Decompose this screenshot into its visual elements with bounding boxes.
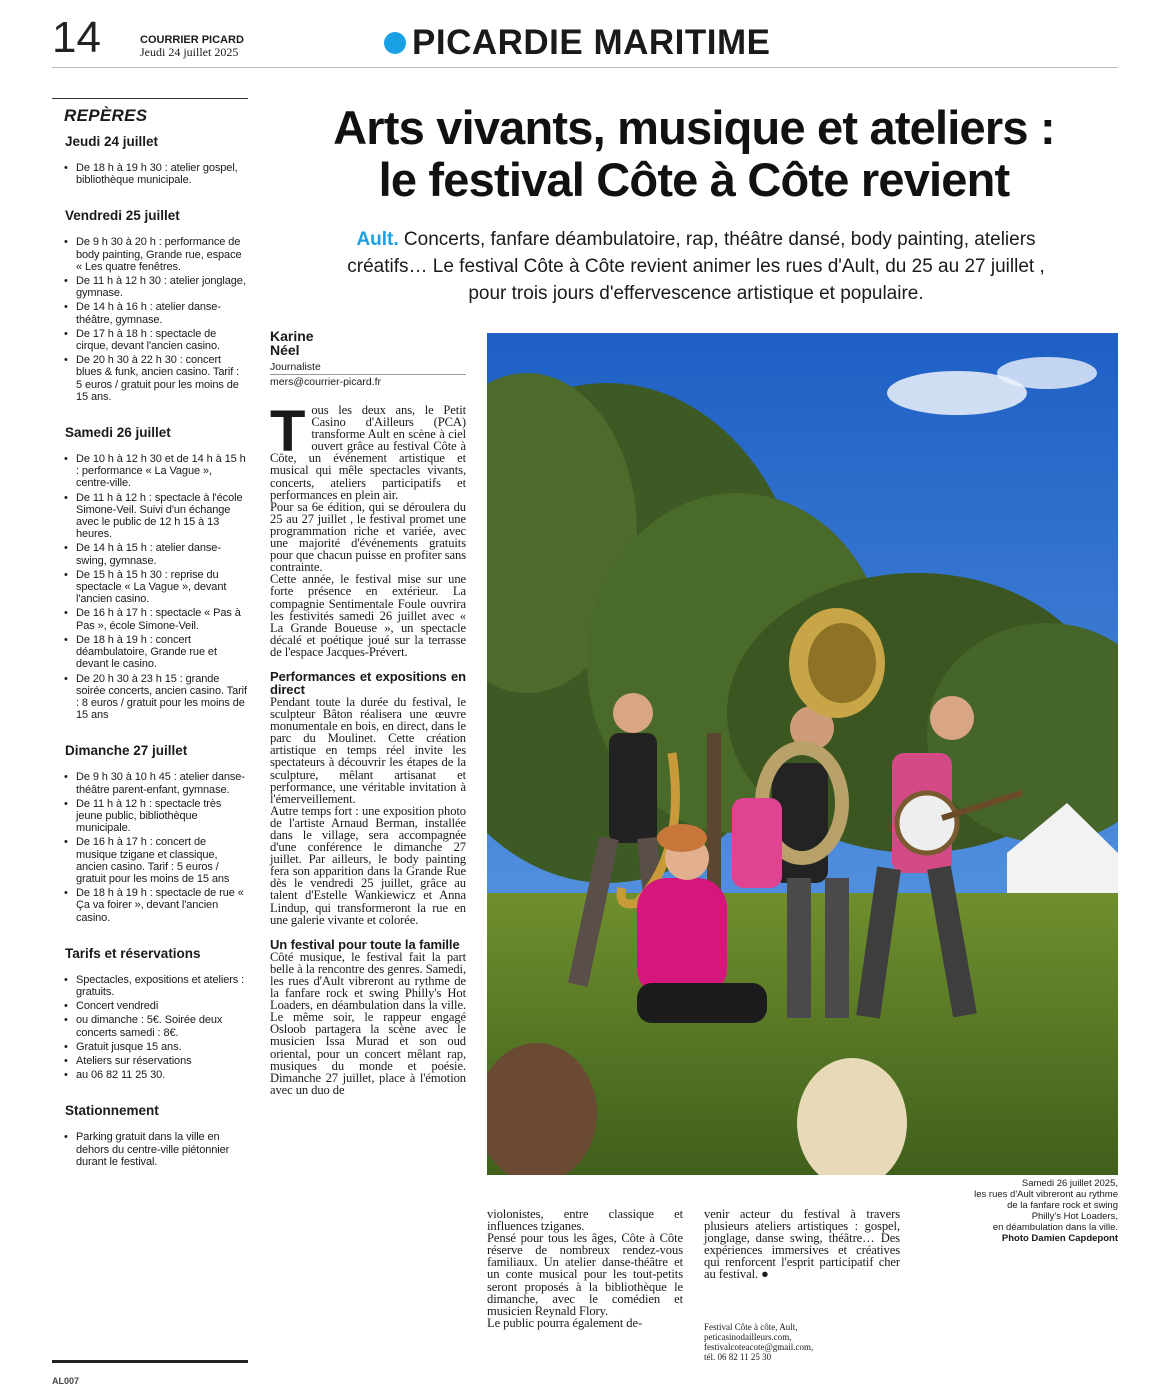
sidebar-heading: Samedi 26 juillet [65,425,171,441]
photo-illustration [487,333,1118,1175]
author-role: Journaliste [270,361,321,373]
sidebar-list [52,236,248,403]
paragraph-1-text: ous les deux ans, le Petit Casino d'Ailleurs (PCA) transforme Ault en scène à ciel ouvert grâce au festival Côte à Côte, un événement artistique et musical qui mêle spectacles vivants, concerts, ateliers participatifs et performances en plein air. [270,403,466,502]
lead-place: Ault. [356,229,399,250]
section-title [384,22,771,64]
sidebar-heading: Jeudi 24 juillet [65,134,159,149]
sidebar-list-item: • De 10 h à 12 h 30 et de 14 h à 15 h : performance « La Vague », centre-ville. [76,453,248,490]
sidebar-list-item: • Gratuit jusque 15 ans. [76,1041,248,1053]
caption-line: Philly's Hot Loaders, [1031,1211,1118,1222]
sidebar-list-item: • De 11 h à 12 h : spectacle à l'école Simone-Veil. Suivi d'un échange avec le public de 12 h 15 à 13 heures. [76,492,248,541]
sidebar-list-item: • Parking gratuit dans la ville en dehors du centre-ville piétonnier durant le festival. [76,1131,248,1168]
sidebar-reperes [52,104,248,1190]
sidebar-list-item: • De 14 h à 16 h : atelier danse-théâtre, gymnase. [76,301,248,325]
header-rule [52,67,1118,68]
page-number: 14 [52,13,101,62]
paragraph-2: Pour sa 6e édition, qui se déroulera du 25 au 27 juillet , le festival promet une programmation riche et variée, avec une majorité d'événements gratuits pour que chacun puisse en profiter sans contrainte. [270,499,466,575]
paragraph-1 [270,399,466,502]
paragraph-5: Autre temps fort : une exposition photo de l'artiste Arnaud Berman, installée dans le village, sera accompagnée d'une conférence le dimanche 27 juillet. Par ailleurs, le body painting fera son apparition dans la Grande Rue dès le vendredi 25 juillet, grâce au talent d'Estelle Wankiewicz et Anna Lindup, qui transformeront la rue en une galerie vivante et colorée. [270,803,466,927]
sidebar-list-item: • ou dimanche : 5€. Soirée deux concerts samedi : 8€. [76,1014,248,1038]
sidebar-list-item: • De 18 h à 19 h 30 : atelier gospel, bibliothèque municipale. [76,162,248,186]
section-dot-icon [384,32,406,54]
sidebar-list-item: • De 18 h à 19 h : spectacle de rue « Ça va foirer », devant l'ancien casino. [76,887,248,924]
sidebar-list-item: • De 17 h à 18 h : spectacle de cirque, devant l'ancien casino. [76,328,248,352]
sidebar-heading: Stationnement [65,1103,159,1119]
article-photo [487,333,1118,1175]
sidebar-list-item: • De 20 h 30 à 23 h 15 : grande soirée concerts, ancien casino. Tarif : 8 euros / gratuit pour les moins de 15 ans [76,673,248,722]
sidebar-list-item: • Concert vendredi [76,1000,248,1012]
photo-caption [900,1178,1118,1244]
paragraph-6: Côté musique, le festival fait la part belle à la rencontre des genres. Samedi, les rues d'Ault vibreront au rythme de la fanfare rock et swing Philly's Hot Loaders, en déambulation dans la ville. Le même soir, le rappeur engagé Osloob partagera la scène avec le musicien Issa Murad et son oud oriental, pour un concert mêlant rap, musiques du monde et poésie. Dimanche 27 juillet, place à l'émotion avec un duo de [270,949,466,1097]
dropcap: T [270,399,306,464]
sidebar-list-item: • De 16 h à 17 h : spectacle « Pas à Pas », école Simone-Veil. [76,607,248,631]
sidebar-list-item: • De 11 h à 12 h : spectacle très jeune public, bibliothèque municipale. [76,798,248,835]
caption-line: les rues d'Ault vibreront au rythme [974,1189,1118,1200]
paragraph-10: venir acteur du festival à travers plusieurs ateliers artistiques : gospel, jonglage, danse swing, théâtre… Des expériences immersives et créatives qui renforcent l'esprit participatif cher au festival. ● [704,1207,900,1282]
sidebar-block [52,134,248,186]
info-line: tél. 06 82 11 25 30 [704,1352,772,1362]
sidebar-list-item: • De 15 h à 15 h 30 : reprise du spectacle « La Vague », devant l'ancien casino. [76,569,248,606]
paragraph-9: Le public pourra également de- [487,1315,643,1330]
sidebar-list-item: • De 18 h à 19 h : concert déambulatoire, Grande rue et devant le casino. [76,634,248,671]
info-line: peticasinodailleurs.com, [704,1332,792,1342]
sidebar-list [52,771,248,923]
section-label: PICARDIE MARITIME [412,23,771,62]
sidebar-list-item: • De 14 h à 15 h : atelier danse-swing, gymnase. [76,542,248,566]
sidebar-list-item: • Spectacles, expositions et ateliers : gratuits. [76,974,248,998]
sidebar-list [52,162,248,186]
sidebar-list-item: • Ateliers sur réservations [76,1055,248,1067]
paragraph-4: Pendant toute la durée du festival, le sculpteur Bâton réalisera une œuvre monumentale en bois, en direct, dans le parc du Moulinet. Cette création artistique en temps réel invite les spectateurs à découvrir les étapes de la sculpture, mêlant artisanat et performance, une véritable invitation à l'émerveillement. [270,694,466,806]
caption-line: en déambulation dans la ville. [992,1222,1118,1233]
article-column-4 [704,1208,900,1281]
photo-credit: Photo Damien Capdepont [1001,1233,1118,1244]
sidebar-list [52,974,248,1082]
subheading-famille: Un festival pour toute la famille [270,936,460,952]
author-email: mers@courrier-picard.fr [270,376,382,388]
info-box [704,1322,900,1362]
article-title [270,102,1118,206]
sidebar-top-rule [52,98,248,99]
sidebar-list [52,1131,248,1168]
caption-line: de la fanfare rock et swing [1007,1200,1118,1211]
title-line-1: Arts vivants, musique et ateliers : [333,101,1055,154]
sidebar-block [52,208,248,403]
author-name: Karine Néel [270,328,314,358]
article-column-1 [270,399,466,1097]
sidebar-block [52,425,248,721]
article-lead [340,226,1052,307]
issue-date: Jeudi 24 juillet 2025 [140,45,239,59]
sidebar-blocks [52,134,248,1168]
sidebar-list-item: • De 11 h à 12 h 30 : atelier jonglage, gymnase. [76,275,248,299]
sidebar-list-item: • De 9 h 30 à 10 h 45 : atelier danse-théâtre parent-enfant, gymnase. [76,771,248,795]
sidebar-list-item: • De 9 h 30 à 20 h : performance de body painting, Grande rue, espace « Les quatre fenêtres. [76,236,248,273]
paragraph-7: violonistes, entre classique et influences tziganes. [487,1207,683,1234]
paper-name: COURRIER PICARD [140,34,244,46]
sidebar-list-item: • au 06 82 11 25 30. [76,1069,248,1081]
sidebar-title: REPÈRES [64,106,148,125]
byline-rule [270,374,466,375]
sidebar-heading: Tarifs et réservations [65,945,201,961]
paragraph-3: Cette année, le festival mise sur une forte présence en extérieur. La compagnie Sentimentale Foule ouvrira les festivités samedi 26 juillet avec « La Grande Boueuse », un spectacle décalé et poétique joué sur la terrasse de l'espace Jacques-Prévert. [270,572,466,659]
sidebar-heading: Dimanche 27 juillet [65,743,188,759]
caption-line: Samedi 26 juillet 2025, [1021,1178,1118,1189]
sidebar-heading: Vendredi 25 juillet [65,208,180,224]
sidebar-bottom-rule [52,1360,248,1363]
sidebar-block [52,946,248,1082]
title-line-2: le festival Côte à Côte revient [378,153,1010,206]
info-line: Festival Côte à côte, Ault, [704,1322,798,1332]
sidebar-list-item: • De 20 h 30 à 22 h 30 : concert blues & funk, ancien casino. Tarif : 5 euros / gratuit pour les moins de 15 ans. [76,354,248,403]
info-line: festivalcoteacote@gmail.com, [704,1342,814,1352]
subheading-performances: Performances et expositions en direct [270,668,466,697]
article-column-3 [487,1208,683,1329]
paragraph-8: Pensé pour tous les âges, Côte à Côte réserve de nombreux rendez-vous familiaux. Un atelier danse-théâtre et un conte musical pour les tout-petits seront proposés à la bibliothèque le dimanche, avec le comédien et musicien Reynald Flory. [487,1231,683,1318]
sidebar-block [52,743,248,923]
sidebar-block [52,1103,248,1168]
sidebar-list [52,453,248,721]
footer-code: AL007 [52,1376,80,1386]
lead-text: Concerts, fanfare déambulatoire, rap, théâtre dansé, body painting, ateliers créatifs… Le festival Côte à Côte revient animer les rues d'Ault, du 25 au 27 juillet , pour trois jours d'effervescence artistique et populaire. [347,229,1045,304]
sidebar-list-item: • De 16 h à 17 h : concert de musique tzigane et classique, ancien casino. Tarif : 5 euros / gratuit pour les moins de 15 ans [76,836,248,885]
